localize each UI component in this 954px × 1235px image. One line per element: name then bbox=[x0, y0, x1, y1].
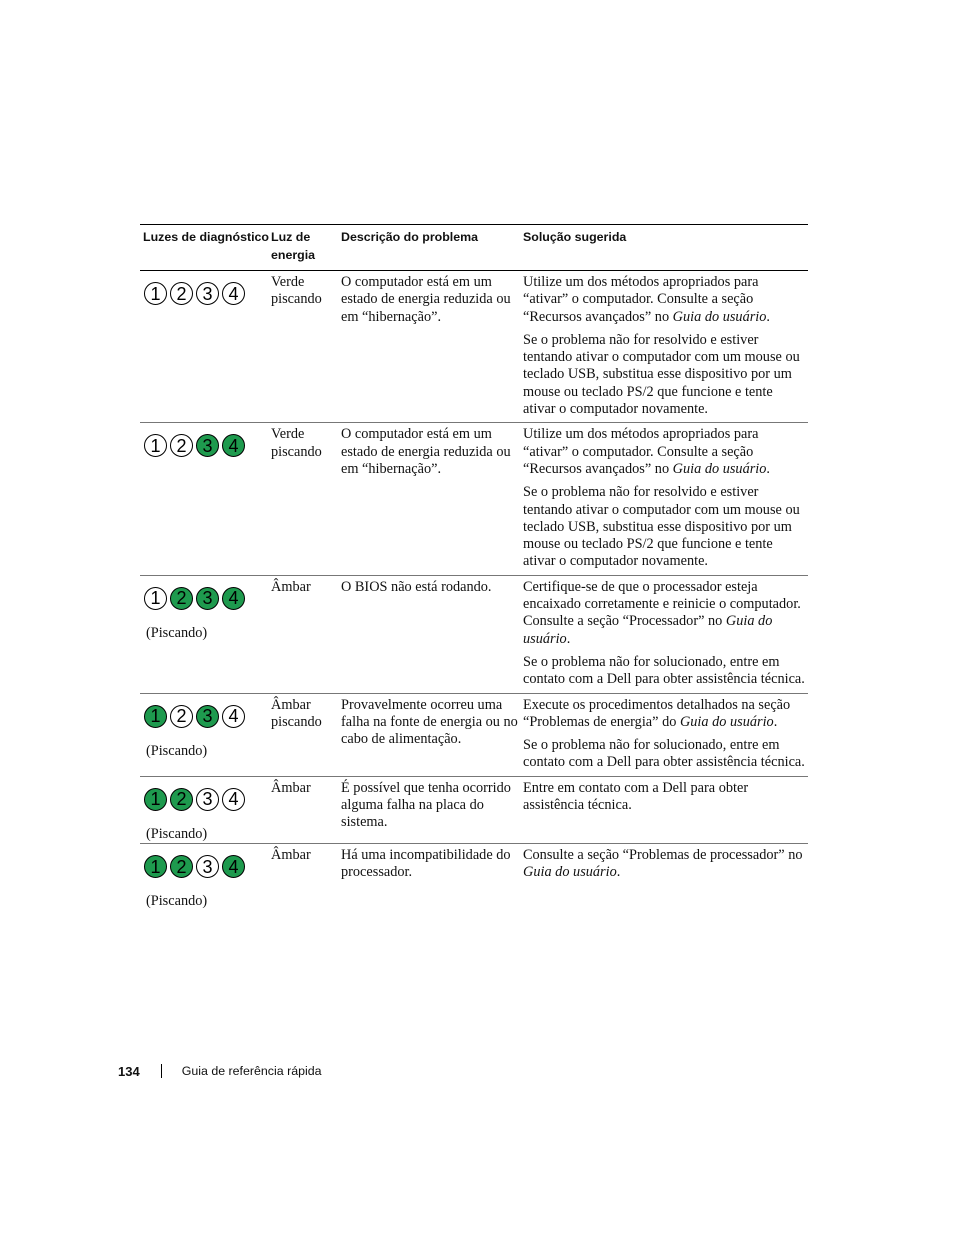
problem-description-cell bbox=[341, 845, 523, 910]
page-footer bbox=[118, 1061, 322, 1081]
diagnostic-light-pattern bbox=[144, 434, 271, 457]
power-light-cell bbox=[271, 424, 341, 574]
user-guide-reference: Guia do usuário bbox=[672, 308, 767, 325]
diagnostic-light-1-icon: 1 bbox=[144, 788, 167, 811]
suggested-solution-cell bbox=[523, 424, 808, 574]
footer-title: Guia de referência rápida bbox=[181, 1064, 322, 1078]
solution-text: Utilize um dos métodos apropriados para “ativar” o computador. Consulte a seção “Recursos avançados” no bbox=[523, 274, 759, 325]
table-row bbox=[140, 423, 808, 575]
diagnostic-lights-cell bbox=[140, 845, 271, 910]
diagnostic-light-3-icon: 3 bbox=[196, 705, 219, 728]
diagnostic-light-pattern bbox=[144, 705, 271, 728]
solution-paragraph bbox=[523, 847, 805, 882]
power-light-state: Verde piscando bbox=[271, 274, 322, 308]
diagnostic-light-pattern bbox=[144, 587, 271, 610]
diagnostic-lights-cell bbox=[140, 778, 271, 843]
diagnostic-light-4-icon: 4 bbox=[222, 587, 245, 610]
user-guide-reference: Guia do usuário bbox=[679, 713, 774, 730]
page-number: 134 bbox=[118, 1063, 140, 1079]
problem-description-cell bbox=[341, 424, 523, 574]
solution-text: Certifique-se de que o processador esteja encaixado corretamente e reinicie o computador. Consulte a seção “Processador” no bbox=[523, 578, 801, 630]
problem-description-cell bbox=[341, 577, 523, 693]
solution-text-end: . bbox=[766, 460, 770, 477]
diagnostic-light-1-icon: 1 bbox=[144, 705, 167, 728]
solution-text: Execute os procedimentos detalhados na seção “Problemas de energia” do bbox=[523, 696, 791, 730]
blinking-note: (Piscando) bbox=[146, 624, 208, 641]
solution-paragraph bbox=[523, 579, 805, 648]
solution-text: Se o problema não for solucionado, entre em contato com a Dell para obter assistência técnica. bbox=[523, 653, 805, 688]
power-light-state: Âmbar piscando bbox=[271, 696, 322, 730]
solution-paragraph bbox=[523, 737, 805, 772]
user-guide-reference: Guia do usuário bbox=[523, 864, 617, 881]
diagnostic-lights-cell bbox=[140, 272, 271, 422]
diagnostic-light-pattern bbox=[144, 855, 271, 878]
blinking-note: (Piscando) bbox=[146, 825, 208, 842]
solution-paragraph bbox=[523, 274, 805, 326]
solution-text: Se o problema não for solucionado, entre em contato com a Dell para obter assistência técnica. bbox=[523, 737, 805, 771]
solution-text-end: . bbox=[773, 713, 778, 730]
problem-description: O computador está em um estado de energia reduzida ou em “hibernação”. bbox=[341, 274, 511, 325]
power-light-state: Âmbar bbox=[271, 779, 311, 796]
table-row bbox=[140, 576, 808, 694]
diagnostic-light-2-icon: 2 bbox=[170, 855, 193, 878]
diagnostic-lights-cell bbox=[140, 424, 271, 574]
problem-description: Há uma incompatibilidade do processador. bbox=[341, 847, 511, 881]
table-row bbox=[140, 777, 808, 844]
solution-paragraph bbox=[523, 332, 805, 418]
power-light-state: Âmbar bbox=[271, 847, 311, 864]
suggested-solution-cell bbox=[523, 272, 808, 422]
diagnostic-light-1-icon: 1 bbox=[144, 855, 167, 878]
diagnostic-lights-cell bbox=[140, 695, 271, 776]
solution-text-end: . bbox=[766, 308, 770, 325]
diagnostic-light-4-icon: 4 bbox=[222, 282, 245, 305]
header-power-light: Luz de energia bbox=[271, 230, 316, 262]
power-light-cell bbox=[271, 272, 341, 422]
diagnostic-light-1-icon: 1 bbox=[144, 282, 167, 305]
diagnostic-light-4-icon: 4 bbox=[222, 434, 245, 457]
solution-text: Se o problema não for resolvido e estiver tentando ativar o computador com um mouse ou teclado USB, substitua esse dispositivo por um mouse ou teclado PS/2 que funcione e tente ativar o computador novamente. bbox=[523, 331, 800, 418]
blinking-note: (Piscando) bbox=[146, 893, 208, 910]
table-header-row bbox=[140, 225, 808, 271]
solution-paragraph bbox=[523, 697, 805, 732]
problem-description: Provavelmente ocorreu uma falha na fonte de energia ou no cabo de alimentação. bbox=[341, 696, 518, 748]
diagnostic-light-2-icon: 2 bbox=[170, 587, 193, 610]
diagnostic-lights-cell bbox=[140, 577, 271, 693]
solution-text: Utilize um dos métodos apropriados para “ativar” o computador. Consulte a seção “Recursos avançados” no bbox=[523, 426, 759, 477]
solution-text: Entre em contato com a Dell para obter assistência técnica. bbox=[523, 779, 749, 814]
diagnostic-light-1-icon: 1 bbox=[144, 587, 167, 610]
diagnostic-light-pattern bbox=[144, 788, 271, 811]
user-guide-reference: Guia do usuário bbox=[523, 613, 773, 647]
suggested-solution-cell bbox=[523, 778, 808, 843]
header-suggested-solution: Solução sugerida bbox=[523, 230, 627, 244]
power-light-cell bbox=[271, 778, 341, 843]
power-light-state: Verde piscando bbox=[271, 426, 322, 460]
problem-description: O BIOS não está rodando. bbox=[341, 578, 492, 595]
table-body bbox=[140, 271, 808, 910]
suggested-solution-cell bbox=[523, 695, 808, 776]
diagnostic-light-1-icon: 1 bbox=[144, 434, 167, 457]
diagnostic-lights-table bbox=[140, 224, 808, 910]
problem-description: É possível que tenha ocorrido alguma falha na placa do sistema. bbox=[341, 779, 511, 831]
solution-paragraph bbox=[523, 484, 805, 570]
diagnostic-light-4-icon: 4 bbox=[222, 855, 245, 878]
table-row bbox=[140, 694, 808, 777]
user-guide-reference: Guia do usuário bbox=[672, 460, 767, 477]
power-light-cell bbox=[271, 845, 341, 910]
problem-description-cell bbox=[341, 695, 523, 776]
solution-text-end: . bbox=[566, 630, 571, 647]
diagnostic-light-pattern bbox=[144, 282, 271, 305]
blinking-note: (Piscando) bbox=[146, 742, 208, 759]
solution-paragraph bbox=[523, 426, 805, 478]
diagnostic-light-2-icon: 2 bbox=[170, 788, 193, 811]
solution-paragraph bbox=[523, 654, 805, 689]
footer-separator bbox=[161, 1064, 162, 1078]
diagnostic-light-3-icon: 3 bbox=[196, 434, 219, 457]
suggested-solution-cell bbox=[523, 577, 808, 693]
solution-text: Consulte a seção “Problemas de processador” no bbox=[523, 847, 803, 864]
diagnostic-light-3-icon: 3 bbox=[196, 587, 219, 610]
diagnostic-light-4-icon: 4 bbox=[222, 788, 245, 811]
diagnostic-light-4-icon: 4 bbox=[222, 705, 245, 728]
power-light-state: Âmbar bbox=[271, 578, 311, 595]
table-row bbox=[140, 271, 808, 423]
problem-description-cell bbox=[341, 272, 523, 422]
diagnostic-light-2-icon: 2 bbox=[170, 434, 193, 457]
header-diagnostic-lights: Luzes de diagnóstico bbox=[143, 230, 269, 244]
diagnostic-light-2-icon: 2 bbox=[170, 705, 193, 728]
suggested-solution-cell bbox=[523, 845, 808, 910]
solution-text-end: . bbox=[616, 864, 621, 881]
diagnostic-light-3-icon: 3 bbox=[196, 855, 219, 878]
table-row bbox=[140, 844, 808, 910]
diagnostic-light-2-icon: 2 bbox=[170, 282, 193, 305]
solution-paragraph bbox=[523, 780, 805, 815]
problem-description: O computador está em um estado de energia reduzida ou em “hibernação”. bbox=[341, 426, 511, 477]
solution-text: Se o problema não for resolvido e estiver tentando ativar o computador com um mouse ou teclado USB, substitua esse dispositivo por um mouse ou teclado PS/2 que funcione e tente ativar o computador novamente. bbox=[523, 484, 800, 570]
diagnostic-light-3-icon: 3 bbox=[196, 788, 219, 811]
header-problem-description: Descrição do problema bbox=[341, 230, 479, 244]
problem-description-cell bbox=[341, 778, 523, 843]
power-light-cell bbox=[271, 577, 341, 693]
power-light-cell bbox=[271, 695, 341, 776]
diagnostic-light-3-icon: 3 bbox=[196, 282, 219, 305]
